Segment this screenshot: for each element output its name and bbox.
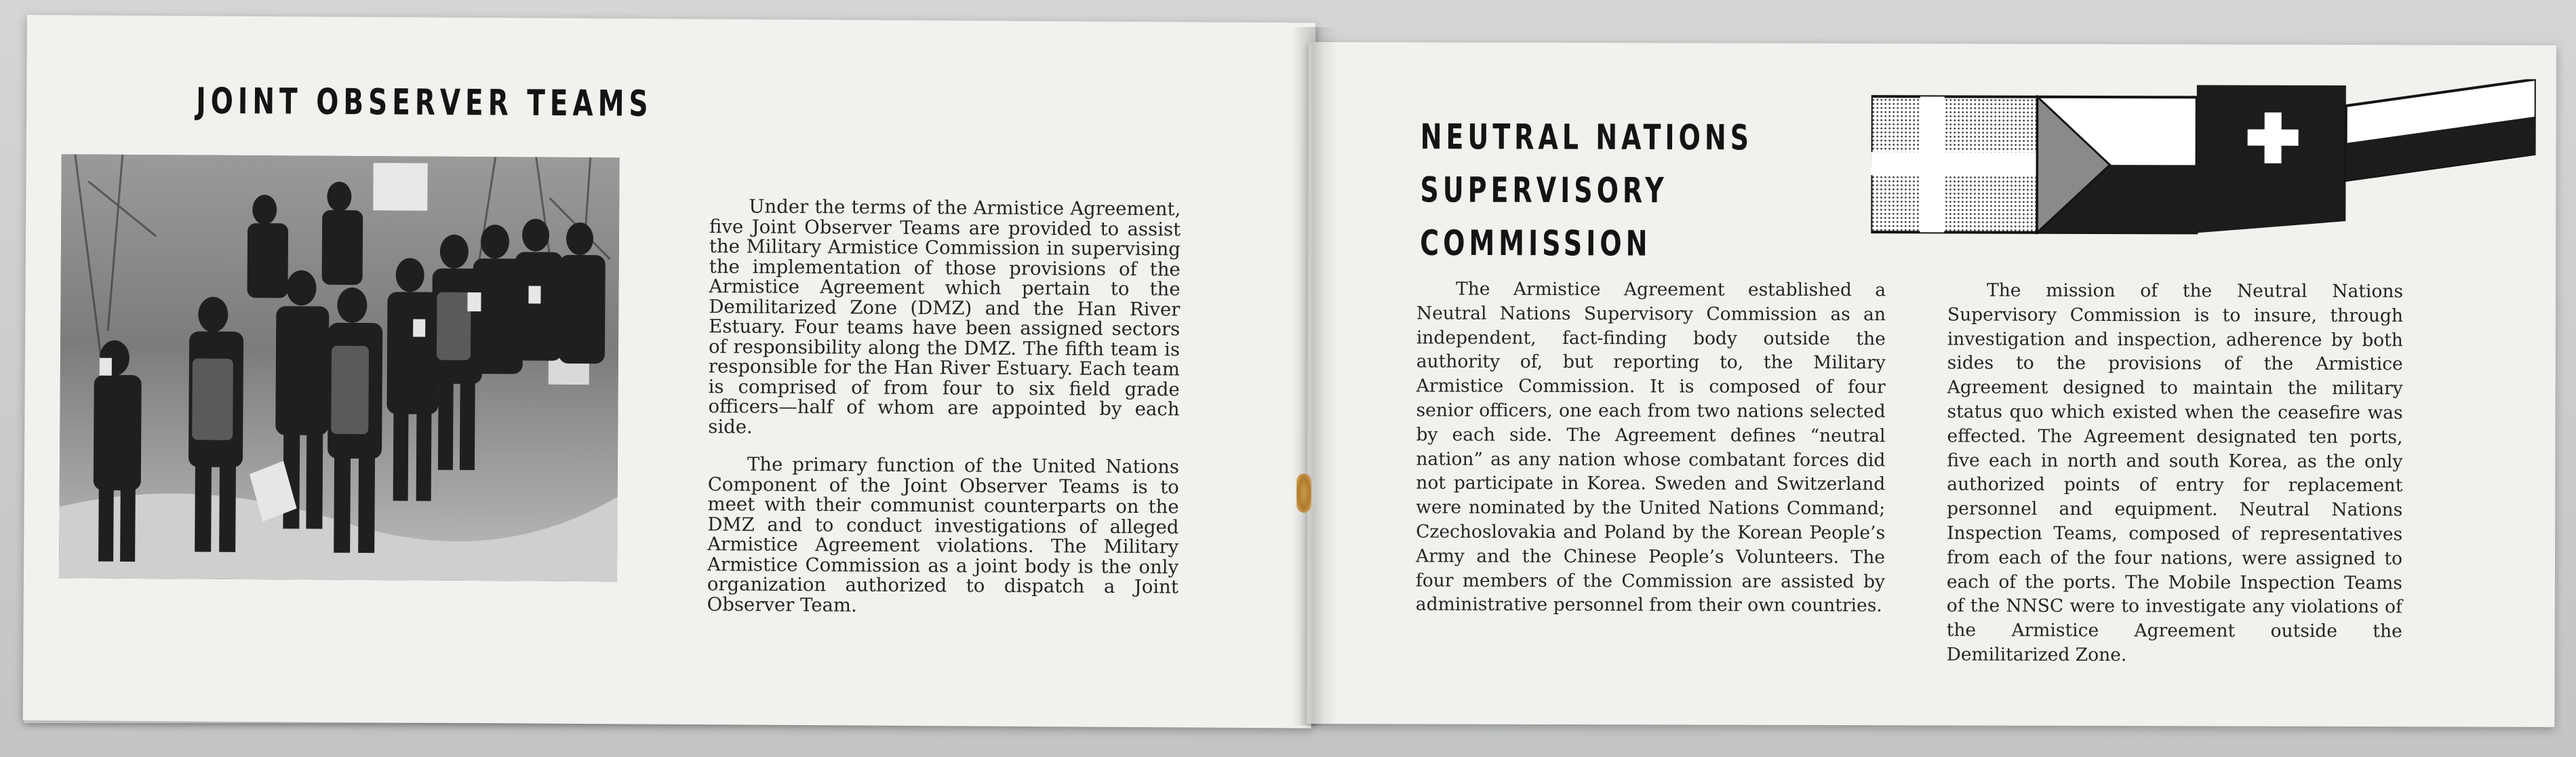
- binding-staple: [1296, 473, 1311, 513]
- joint-observer-teams-text: [707, 197, 1181, 635]
- paragraph: The mission of the Neutral Nations Supervisory Commission is to insure, through investigation and inspection, adherence by both sides to the provisions of the Armistice Agreement designed to maintain the military status quo which existed when the ceasefire was effected. The Agreement designated ten ports, five each in north and south Korea, as the only authorized points of entry for replacement personnel and equipment. Neutral Nations Inspection Teams, composed of representatives from each of the four nations, were assigned to each of the ports. The Mobile Inspection Teams of the NNSC were to investigate any violations of the Armistice Agreement outside the Demilitarized Zone.: [1946, 279, 2404, 666]
- heading-line: SUPERVISORY: [1420, 170, 1668, 211]
- heading-line: NEUTRAL NATIONS: [1420, 116, 1753, 158]
- nnsc-column-2: [1947, 278, 2403, 668]
- left-page-heading: JOINT OBSERVER TEAMS: [196, 81, 653, 125]
- nnsc-column-1: [1416, 277, 1886, 618]
- right-page-heading: [1420, 110, 1753, 270]
- book-gutter: [1292, 27, 1339, 726]
- paragraph: The Armistice Agreement established a Neutral Nations Supervisory Commission as an independent, fact-finding body outside the authority of, but reporting to, the Military Armistice Commission. It is composed of four senior officers, one each from two nations selected by each side. The Agreement defines “neutral nation” as any nation whose combatant forces did not participate in Korea. Sweden and Switzerland were nominated by the United Nations Command; Czechoslovakia and Poland by the Korean People’s Army and the Chinese People’s Volunteers. The four members of the Commission are assisted by administrative personnel from their own countries.: [1415, 278, 1886, 617]
- member-nations-flags-illustration: [1871, 77, 2536, 246]
- paragraph: The primary function of the United Nations Component of the Joint Observer Teams is to meet with their communist counterparts on the DMZ and to conduct investigations of alleged Armistice Agreement violations. The Military Armistice Commission as a joint body is the only organization authorized to dispatch a Joint Observer Team.: [707, 453, 1180, 616]
- officers-photo: [59, 154, 620, 581]
- left-page: [23, 15, 1315, 729]
- heading-line: COMMISSION: [1420, 222, 1652, 264]
- right-page: [1307, 42, 2556, 727]
- paragraph: Under the terms of the Armistice Agreement, five Joint Observer Teams are provided to assist the Military Armistice Commission in supervising the implementation of those provisions of the Armistice Agreement which pertain to the Demilitarized Zone (DMZ) and the Han River Estuary. Four teams have been assigned sectors of responsibility along the DMZ. The fifth team is responsible for the Han River Estuary. Each team is comprised of from four to six field grade officers—half of whom are appointed by each side.: [708, 195, 1181, 438]
